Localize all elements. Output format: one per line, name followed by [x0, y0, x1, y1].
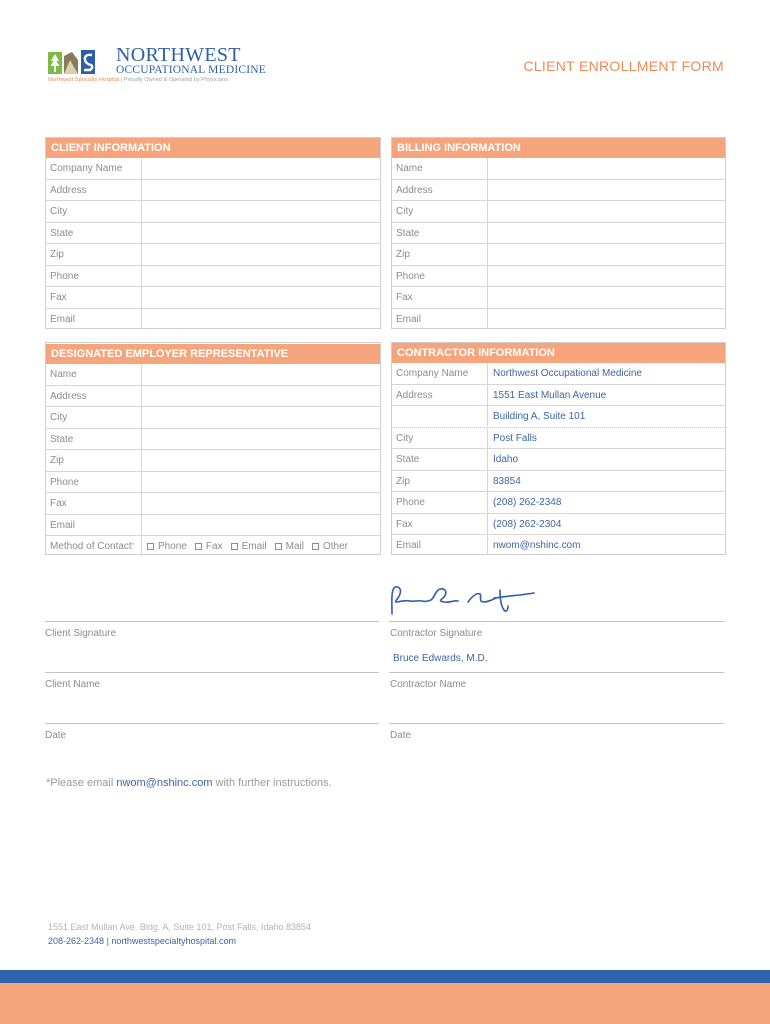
contractor-state-row — [392, 448, 725, 470]
client-fax-row — [46, 286, 380, 308]
field-label: State — [46, 429, 142, 449]
contractor-address2-row — [392, 405, 725, 427]
billing-phone-row — [392, 265, 725, 286]
brand-logo — [48, 44, 266, 86]
checkbox-label: Fax — [205, 540, 223, 552]
client-city-input[interactable] — [142, 201, 380, 222]
client-city-row — [46, 200, 380, 222]
field-label: Company Name — [46, 158, 142, 179]
client-information-rows — [46, 158, 380, 329]
field-label: State — [46, 223, 142, 243]
checkbox-label: Mail — [285, 540, 304, 552]
field-value: Post Falls — [493, 432, 537, 444]
employer-city-input[interactable] — [142, 407, 380, 428]
client-state-input[interactable] — [142, 223, 380, 243]
contact-phone-checkbox[interactable] — [147, 541, 187, 552]
contractor-phone-row — [392, 491, 725, 513]
billing-email-row — [392, 308, 725, 329]
client-signature-label: Client Signature — [45, 628, 117, 639]
field-value: 83854 — [493, 475, 521, 487]
field-label: Email — [46, 309, 142, 329]
contractor-information-header: CONTRACTOR INFORMATION — [392, 343, 725, 363]
brand-name: NORTHWEST — [116, 44, 241, 66]
field-label: Phone — [392, 492, 488, 513]
client-zip-row — [46, 243, 380, 265]
employer-representative-rows — [46, 364, 380, 556]
footer-blue-band — [0, 970, 770, 983]
field-label: Address — [392, 385, 488, 405]
field-label: City — [392, 428, 488, 448]
field-label: Fax — [392, 287, 488, 308]
field-label: Name — [392, 158, 488, 179]
footer-separator: | — [104, 936, 112, 946]
method-of-contact-text: Method of Contact — [50, 540, 132, 552]
field-label: State — [392, 223, 488, 243]
employer-city-row — [46, 406, 380, 428]
footer-website-link[interactable]: northwestspecialtyhospital.com — [111, 936, 236, 946]
employer-state-input[interactable] — [142, 429, 380, 449]
contact-email-checkbox[interactable] — [231, 541, 267, 552]
client-zip-input[interactable] — [142, 244, 380, 265]
tagline-prefix: Northwest Specialty Hospital — [48, 77, 120, 83]
billing-name-input[interactable] — [488, 158, 725, 179]
employer-name-input[interactable] — [142, 364, 380, 385]
contractor-company-row — [392, 363, 725, 384]
brand-subtitle: OCCUPATIONAL MEDICINE — [116, 64, 266, 76]
method-of-contact-row — [46, 535, 380, 556]
employer-phone-input[interactable] — [142, 472, 380, 492]
employer-zip-row — [46, 449, 380, 471]
field-label: Zip — [392, 244, 488, 265]
employer-address-input[interactable] — [142, 386, 380, 406]
method-of-contact-options — [142, 536, 356, 556]
contractor-information-section — [391, 342, 726, 555]
field-label: Zip — [46, 450, 142, 471]
billing-fax-input[interactable] — [488, 287, 725, 308]
contractor-city-row — [392, 427, 725, 448]
client-email-input[interactable] — [142, 309, 380, 329]
billing-zip-row — [392, 243, 725, 265]
field-value: (208) 262-2348 — [493, 497, 562, 508]
field-label: Address — [46, 386, 142, 406]
field-label — [392, 406, 488, 427]
employer-state-row — [46, 428, 380, 449]
field-label: Email — [46, 515, 142, 535]
billing-fax-row — [392, 286, 725, 308]
employer-zip-input[interactable] — [142, 450, 380, 471]
field-label: Phone — [392, 266, 488, 286]
client-state-row — [46, 222, 380, 243]
field-label: Name — [46, 364, 142, 385]
contractor-name-label: Contractor Name — [390, 679, 467, 690]
tagline-suffix: | Proudly Owned & Operated by Physicians — [119, 77, 228, 83]
client-name-line[interactable] — [45, 672, 379, 673]
footer-contact — [48, 936, 236, 946]
employer-name-row — [46, 364, 380, 385]
checkbox-icon — [275, 543, 282, 550]
billing-zip-input[interactable] — [488, 244, 725, 265]
method-of-contact-label — [46, 536, 142, 556]
contractor-name-value: Bruce Edwards, M.D. — [393, 653, 488, 664]
field-label: State — [392, 449, 488, 470]
billing-city-input[interactable] — [488, 201, 725, 222]
billing-address-row — [392, 179, 725, 200]
contractor-signature-label: Contractor Signature — [390, 628, 483, 639]
billing-name-row — [392, 158, 725, 179]
contractor-email-row — [392, 534, 725, 555]
checkbox-icon — [195, 543, 202, 550]
checkbox-icon — [147, 543, 154, 550]
checkbox-label: Phone — [158, 540, 187, 552]
contractor-signature-line — [389, 621, 724, 622]
footer-address: 1551 East Mullan Ave. Bldg. A, Suite 101, Post Falls, Idaho 83854 — [48, 922, 312, 932]
client-phone-input[interactable] — [142, 266, 380, 286]
contractor-date-line[interactable] — [389, 723, 724, 724]
email-instructions-note — [46, 777, 332, 789]
client-name-label: Client Name — [45, 679, 101, 690]
footer-orange-band — [0, 983, 770, 1024]
field-label: Fax — [46, 493, 142, 514]
client-signature-line[interactable] — [45, 621, 379, 622]
contractor-name-line — [389, 672, 724, 673]
billing-address-input[interactable] — [488, 180, 725, 200]
required-marker: * — [131, 543, 135, 549]
client-date-label: Date — [45, 730, 67, 741]
field-label: City — [46, 201, 142, 222]
client-fax-input[interactable] — [142, 287, 380, 308]
field-label: Zip — [392, 471, 488, 491]
note-email-link[interactable]: nwom@nshinc.com — [116, 777, 213, 789]
field-label: City — [46, 407, 142, 428]
checkbox-label: Other — [322, 540, 348, 552]
contact-mail-checkbox[interactable] — [275, 541, 304, 552]
client-information-section — [45, 137, 381, 329]
billing-phone-input[interactable] — [488, 266, 725, 286]
employer-email-input[interactable] — [142, 515, 380, 535]
billing-information-section — [391, 137, 726, 329]
client-email-row — [46, 308, 380, 329]
employer-address-row — [46, 385, 380, 406]
field-label: Address — [46, 180, 142, 200]
form-title: CLIENT ENROLLMENT FORM — [523, 58, 724, 74]
employer-representative-header: DESIGNATED EMPLOYER REPRESENTATIVE — [46, 344, 380, 364]
billing-state-input[interactable] — [488, 223, 725, 243]
employer-representative-section — [45, 342, 381, 555]
employer-phone-row — [46, 471, 380, 492]
field-label: Address — [392, 180, 488, 200]
billing-email-input[interactable] — [488, 309, 725, 329]
brand-tagline — [48, 77, 228, 83]
contractor-information-rows — [392, 363, 725, 555]
logo-mark-icon — [48, 46, 114, 76]
checkbox-icon — [312, 543, 319, 550]
client-phone-row — [46, 265, 380, 286]
billing-city-row — [392, 200, 725, 222]
field-label: Zip — [46, 244, 142, 265]
client-address-input[interactable] — [142, 180, 380, 200]
contact-other-checkbox[interactable] — [312, 541, 348, 552]
field-label: Company Name — [392, 363, 488, 384]
contractor-address-row — [392, 384, 725, 405]
field-label: Phone — [46, 266, 142, 286]
field-label: Fax — [392, 514, 488, 534]
footer-phone: 208-262-2348 — [48, 936, 105, 946]
client-date-line[interactable] — [45, 723, 379, 724]
employer-fax-input[interactable] — [142, 493, 380, 514]
field-label: Fax — [46, 287, 142, 308]
client-address-row — [46, 179, 380, 200]
note-prefix: *Please email — [46, 777, 117, 789]
field-label: Email — [392, 309, 488, 329]
field-label: Email — [392, 535, 488, 555]
client-company-row — [46, 158, 380, 179]
client-information-header: CLIENT INFORMATION — [46, 138, 380, 158]
field-value: 1551 East Mullan Avenue — [493, 389, 607, 401]
contractor-zip-row — [392, 470, 725, 491]
field-label: City — [392, 201, 488, 222]
note-suffix: with further instructions. — [212, 777, 332, 789]
contractor-fax-row — [392, 513, 725, 534]
contact-fax-checkbox[interactable] — [195, 541, 223, 552]
field-value: nwom@nshinc.com — [493, 539, 581, 551]
employer-email-row — [46, 514, 380, 535]
field-value: (208) 262-2304 — [493, 518, 562, 530]
checkbox-label: Email — [241, 540, 267, 552]
client-company-input[interactable] — [142, 158, 380, 179]
contractor-signature-image — [388, 580, 538, 620]
field-value: Idaho — [493, 454, 519, 465]
field-value: Building A, Suite 101 — [493, 411, 586, 422]
billing-information-header: BILLING INFORMATION — [392, 138, 725, 158]
field-label: Phone — [46, 472, 142, 492]
contractor-date-label: Date — [390, 730, 412, 741]
checkbox-icon — [231, 543, 238, 550]
billing-state-row — [392, 222, 725, 243]
employer-fax-row — [46, 492, 380, 514]
field-value: Northwest Occupational Medicine — [493, 368, 642, 379]
billing-information-rows — [392, 158, 725, 329]
